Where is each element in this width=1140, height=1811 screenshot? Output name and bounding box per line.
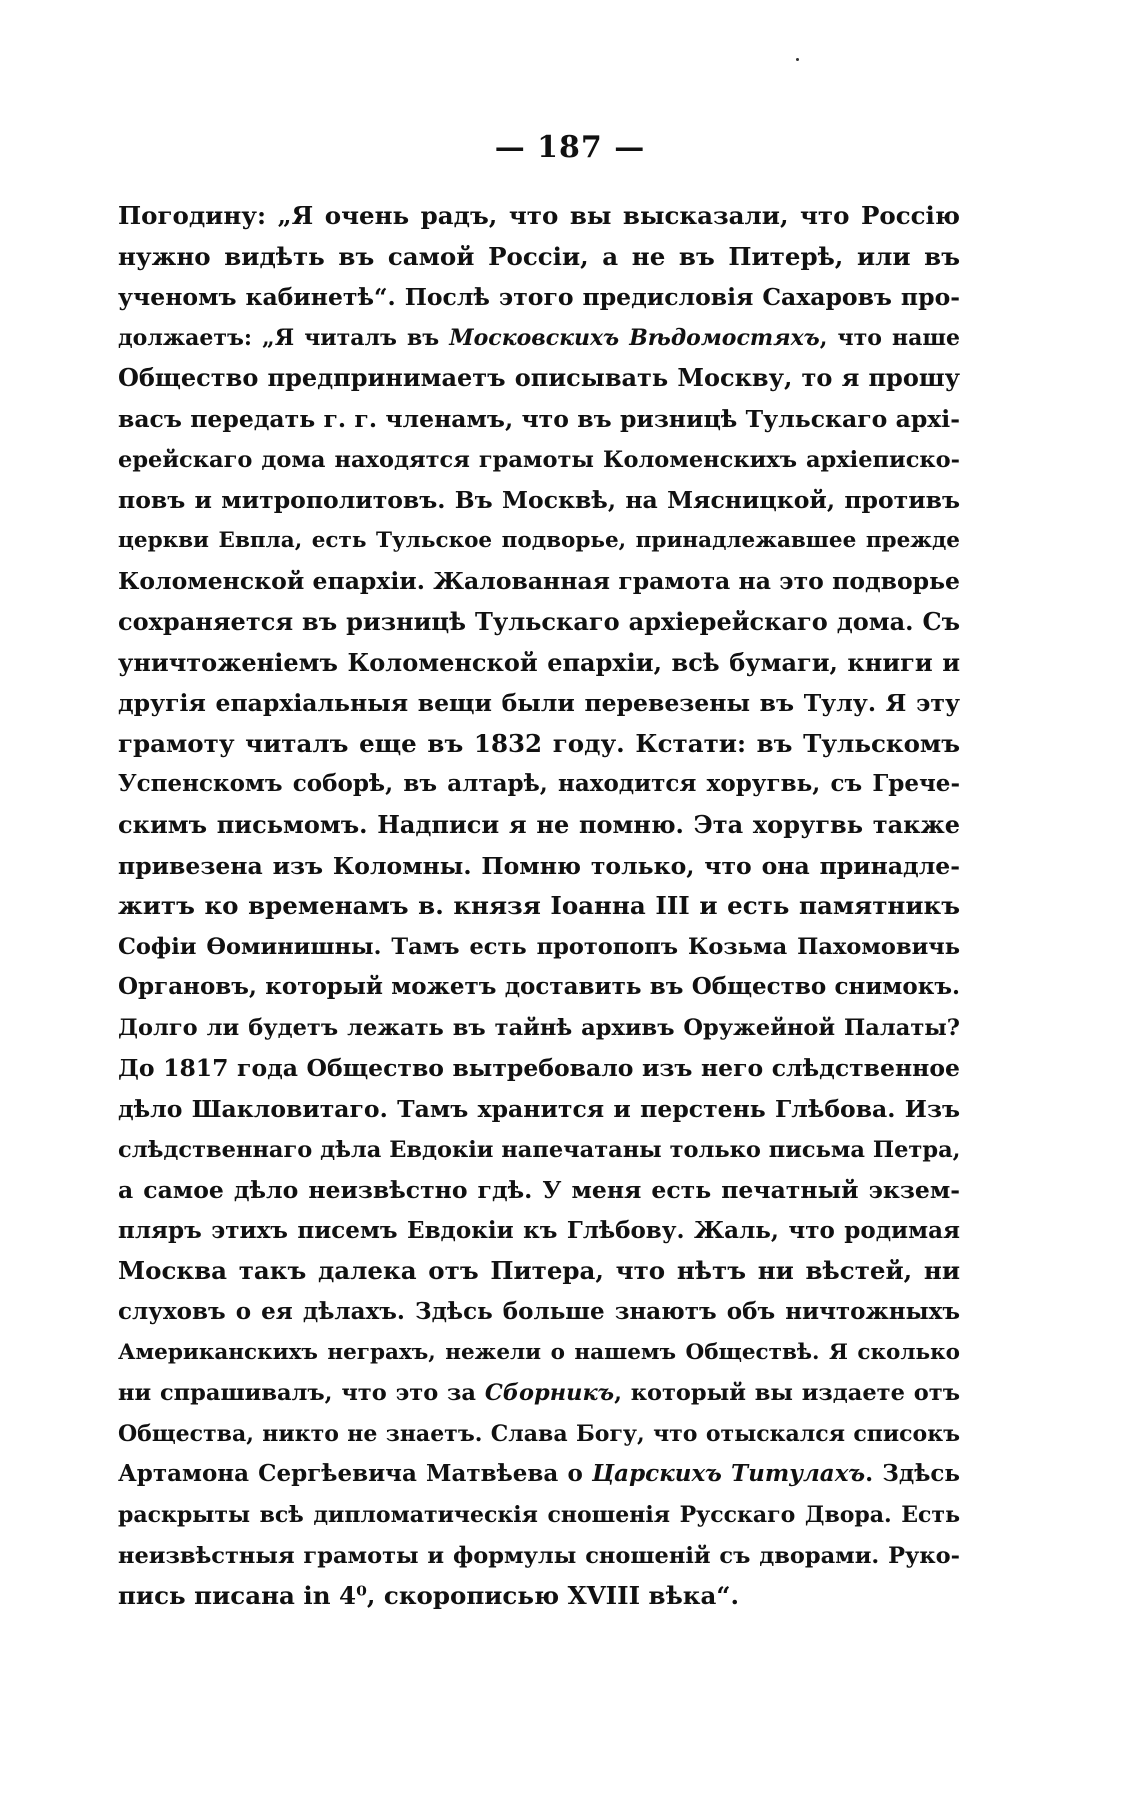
text-segment: ни спрашивалъ, что это за <box>118 1380 485 1407</box>
text-line: церкви Евпла, есть Тульское подворье, принадлежавшее прежде <box>118 527 960 553</box>
text-segment: . Здѣсь <box>865 1460 960 1488</box>
text-line: ученомъ кабинетѣ“. Послѣ этого предисловія Сахаровъ про- <box>118 283 960 312</box>
text-line: Софіи Ѳоминишны. Тамъ есть протопопъ Козьма Пахомовичь <box>118 933 960 960</box>
text-line: ерейскаго дома находятся грамоты Коломенскихъ архіеписко- <box>118 446 960 473</box>
text-line: скимъ письмомъ. Надписи я не помню. Эта хоругвь также <box>118 809 960 839</box>
text-line: житъ ко временамъ в. князя Іоанна III и есть памятникъ <box>118 891 960 921</box>
text-line: Коломенской епархіи. Жалованная грамота на это подворье <box>118 567 960 596</box>
text-line <box>118 1373 960 1414</box>
text-line: Общества, никто не знаетъ. Слава Богу, что отыскался списокъ <box>118 1420 960 1447</box>
text-line <box>118 1454 960 1495</box>
text-line: Успенскомъ соборѣ, въ алтарѣ, находится хоругвь, съ Грече- <box>118 770 960 798</box>
text-line: Органовъ, который можетъ доставить въ Общество снимокъ. <box>118 973 960 1001</box>
text-line: васъ передать г. г. членамъ, что въ ризницѣ Тульскаго архі- <box>118 404 960 433</box>
text-segment: Артамона Сергѣевича Матвѣева о <box>118 1460 592 1488</box>
text-segment: , что наше <box>819 324 960 351</box>
text-line: Долго ли будетъ лежать въ тайнѣ архивъ Оружейной Палаты? <box>118 1014 960 1041</box>
text-line: грамоту читалъ еще въ 1832 году. Кстати: въ Тульскомъ <box>118 728 960 758</box>
text-line: а самое дѣло неизвѣстно гдѣ. У меня есть печатный экзем- <box>118 1176 960 1205</box>
italic-title: Московскихъ Вѣдомостяхъ <box>449 324 820 351</box>
page-number: — 187 — <box>494 130 646 165</box>
text-line: повъ и митрополитовъ. Въ Москвѣ, на Мясницкой, противъ <box>118 486 960 515</box>
text-line: другія епархіальныя вещи были перевезены въ Тулу. Я эту <box>118 689 960 718</box>
text-line: сохраняется въ ризницѣ Тульскаго архіерейскаго дома. Съ <box>118 606 960 636</box>
text-segment: должаетъ: „Я читалъ въ <box>118 324 450 351</box>
body-text <box>118 196 960 1617</box>
text-line: нужно видѣть въ самой Россіи, а не въ Питерѣ, или въ <box>118 241 960 271</box>
text-line: привезена изъ Коломны. Помню только, что она принадле- <box>118 851 960 880</box>
text-line: неизвѣстныя грамоты и формулы сношеній съ дворами. Руко- <box>118 1542 960 1569</box>
text-line: Москва такъ далека отъ Питера, что нѣтъ ни вѣстей, ни <box>118 1256 960 1286</box>
text-line: уничтоженіемъ Коломенской епархіи, всѣ бумаги, книги и <box>118 647 960 677</box>
text-line: слѣдственнаго дѣла Евдокіи напечатаны только письма Петра, <box>118 1136 961 1163</box>
print-speck <box>796 58 799 61</box>
italic-title: Сборникъ <box>484 1380 615 1407</box>
text-line <box>118 318 960 359</box>
text-line: раскрыты всѣ дипломатическія сношенія Русскаго Двора. Есть <box>118 1502 960 1528</box>
text-line: Американскихъ неграхъ, нежели о нашемъ Обществѣ. Я сколько <box>118 1339 960 1365</box>
text-line: дѣло Шакловитаго. Тамъ хранится и перстень Глѣбова. Изъ <box>118 1095 960 1124</box>
text-line: пляръ этихъ писемъ Евдокіи къ Глѣбову. Жаль, что родимая <box>118 1216 960 1244</box>
text-line: Погодину: „Я очень радъ, что вы высказали, что Россію <box>118 201 960 230</box>
text-segment: , который вы издаете отъ <box>614 1380 960 1407</box>
text-line: слуховъ о ея дѣлахъ. Здѣсь больше знаютъ объ ничтожныхъ <box>118 1298 960 1326</box>
italic-title: Царскихъ Титулахъ <box>591 1460 866 1488</box>
text-line: пись писана in 4⁰, скорописью XVIII вѣка“. <box>118 1581 739 1611</box>
text-line: До 1817 года Общество вытребовало изъ него слѣдственное <box>118 1054 960 1083</box>
text-line: Общество предпринимаетъ описывать Москву, то я прошу <box>118 363 960 393</box>
